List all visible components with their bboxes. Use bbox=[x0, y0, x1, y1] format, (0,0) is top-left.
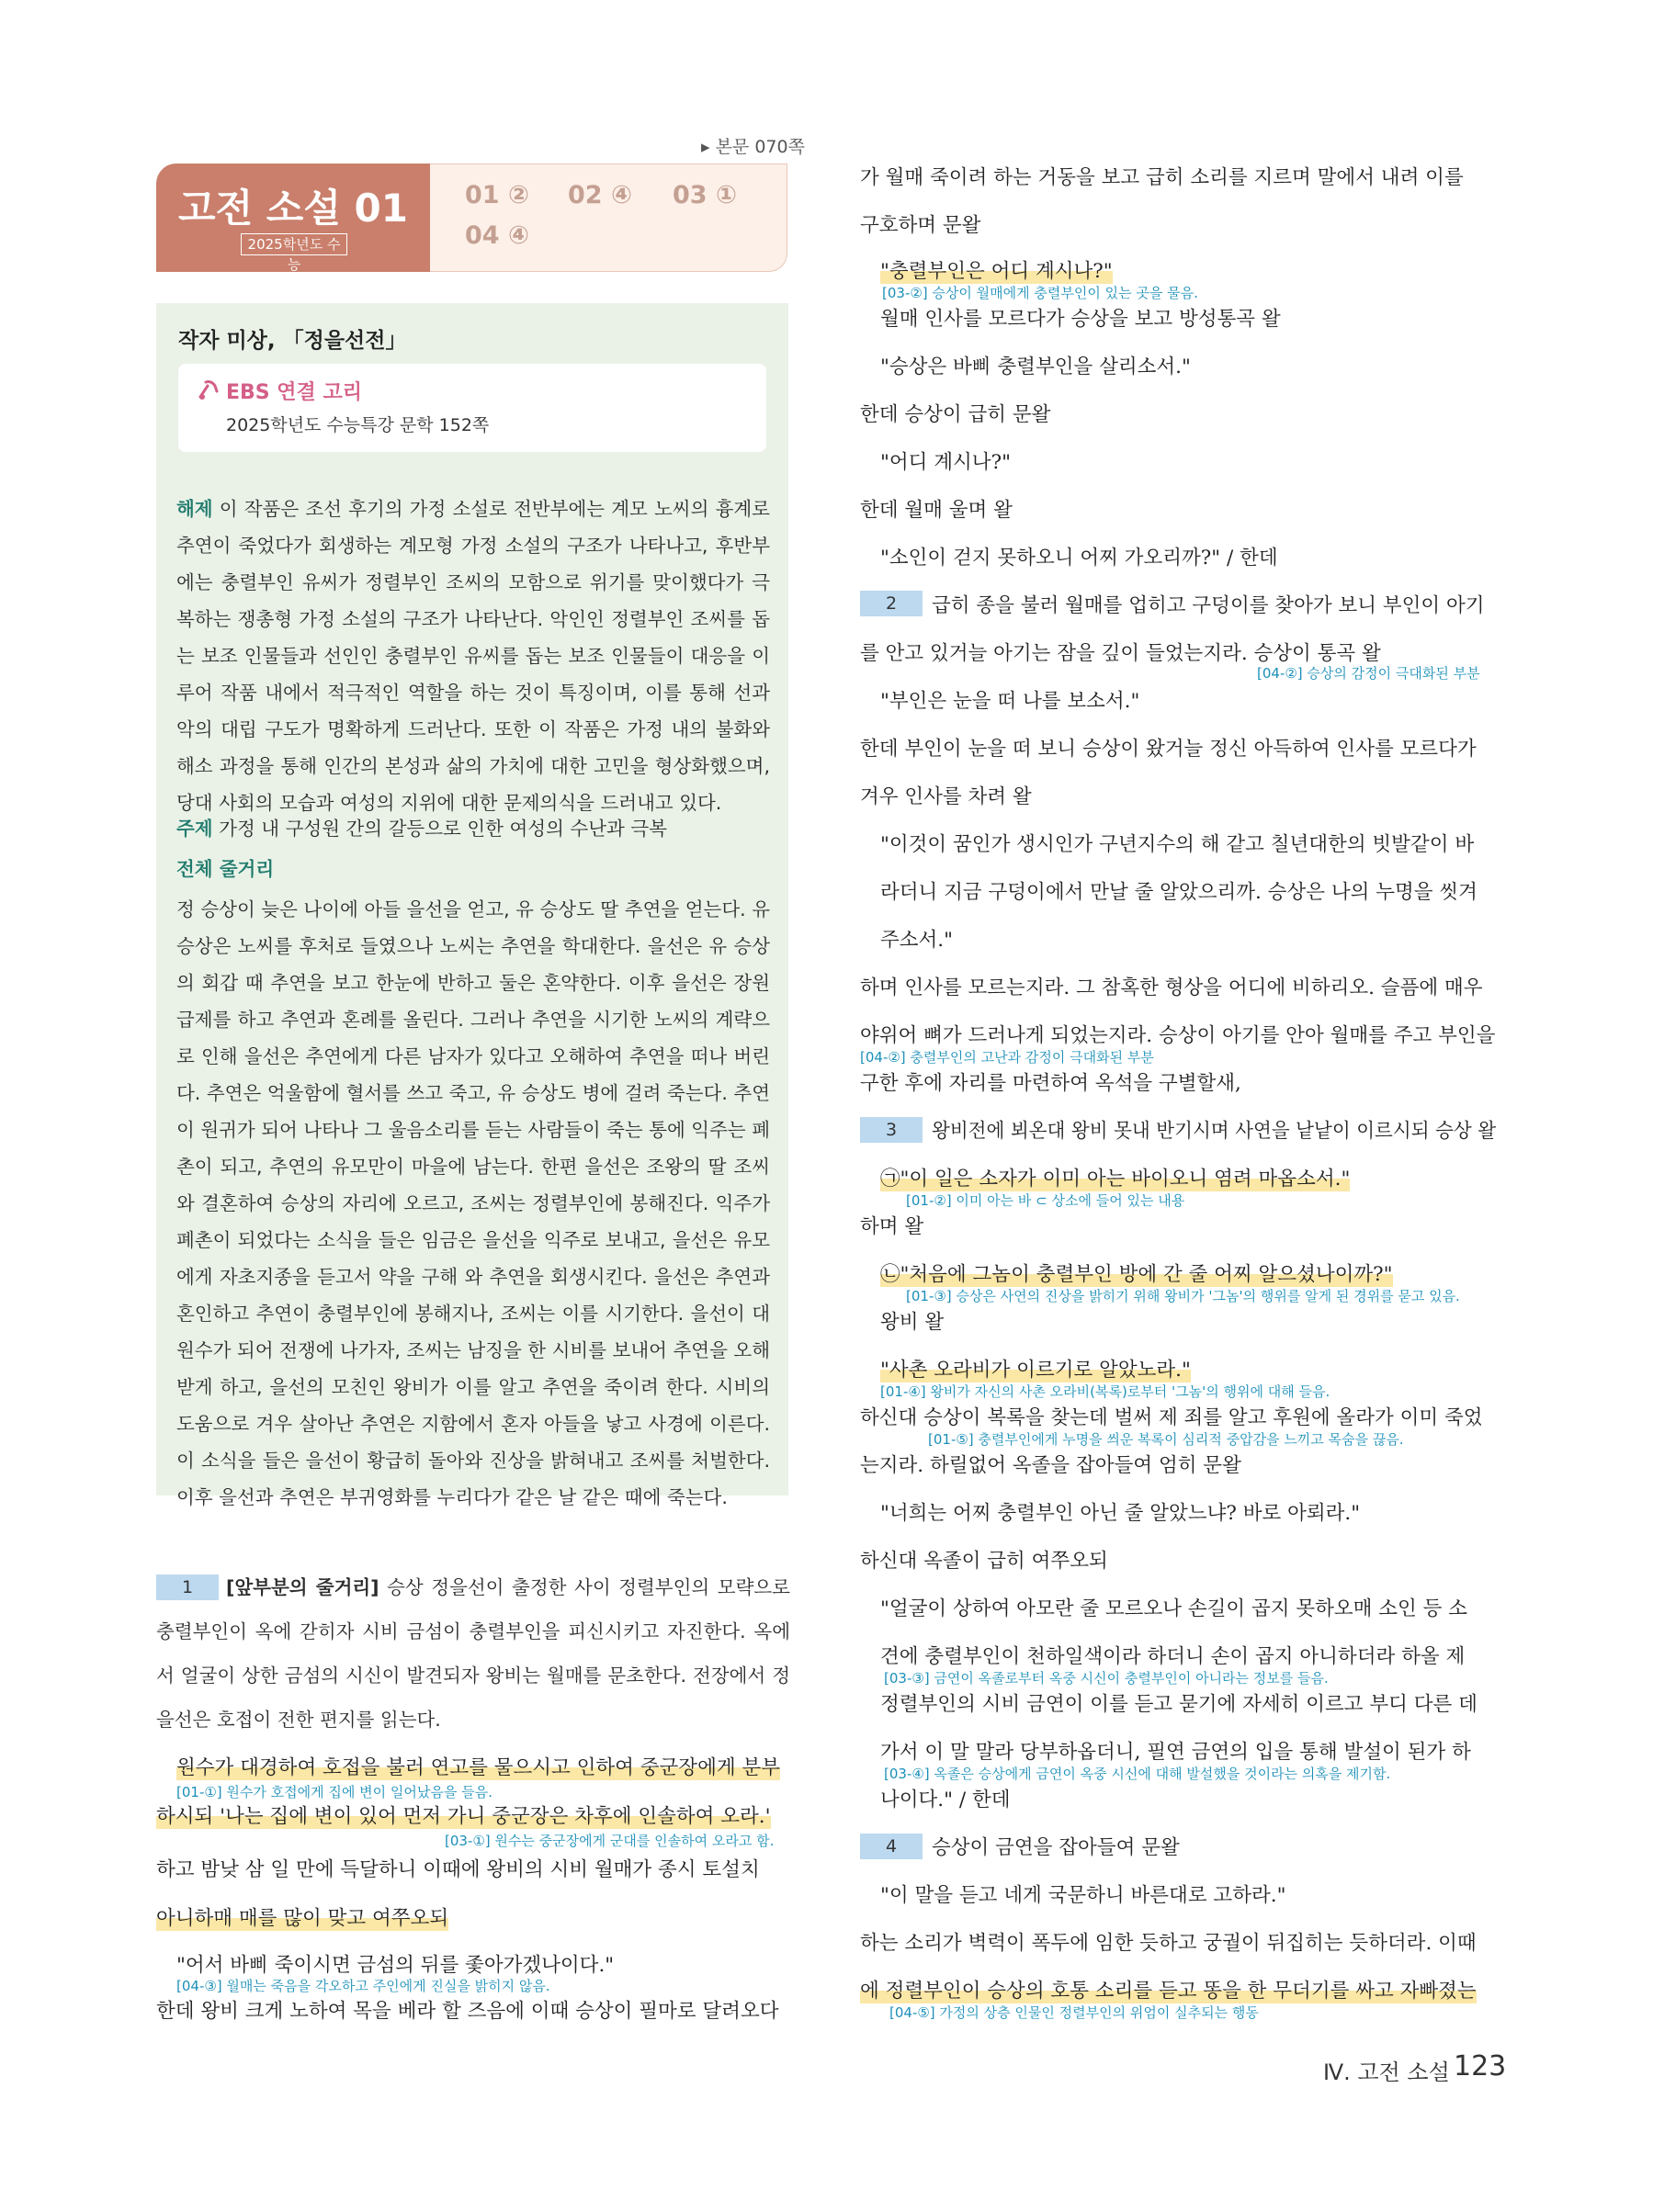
work-info-box bbox=[156, 303, 788, 1508]
passage-line: 왕비전에 뵈온대 왕비 못내 반기시며 사연을 낱낱이 이르시되 승상 왈 bbox=[932, 1120, 1497, 1143]
passage-line: "사촌 오라비가 이르기로 알았노라." bbox=[880, 1354, 1191, 1382]
passage-line: "너희는 어찌 충렬부인 아닌 줄 알았느냐? 바로 아뢰라." bbox=[880, 1502, 1361, 1525]
annotation-note: [04-⑤] 가정의 상층 인물인 정렬부인의 위엄이 실추되는 행동 bbox=[889, 2004, 1259, 2021]
section-footer: Ⅳ. 고전 소설 bbox=[1323, 2060, 1450, 2085]
intro-text: 승상 정을선이 출정한 사이 정렬부인의 모략으로 충렬부인이 옥에 갇히자 시비 금섬이 충렬부인을 피신시키고 자진한다. 옥에서 얼굴이 상한 금섬의 시신이 발견되자 왕비는 월매를 문초한다. 전장에서 정을선은 호접이 전한 편지를 읽는다. bbox=[156, 1576, 790, 1731]
section-header bbox=[156, 164, 788, 272]
passage-line: "어디 계시나?" bbox=[880, 451, 1011, 474]
annotation-note: [03-④] 옥졸은 승상에게 금연이 옥중 시신에 대해 발설했을 것이라는 의혹을 제기함. bbox=[884, 1766, 1391, 1782]
passage-line: 한데 월매 울며 왈 bbox=[860, 499, 1013, 522]
passage-line: "어서 바삐 죽이시면 금섬의 뒤를 좇아가겠나이다." bbox=[176, 1954, 615, 1977]
answer-4: 04 ④ bbox=[465, 221, 529, 250]
answer-key bbox=[430, 164, 787, 272]
passage-line: 하는 소리가 벽력이 폭두에 임한 듯하고 궁궐이 뒤집히는 듯하더라. 이때 bbox=[860, 1932, 1477, 1955]
passage-line: ㉡"처음에 그놈이 충렬부인 방에 간 줄 어찌 알으셨나이까?" bbox=[880, 1258, 1393, 1287]
intro-label: [앞부분의 줄거리] bbox=[226, 1576, 379, 1598]
passage-line: "얼굴이 상하여 아모란 줄 모르오나 손길이 곱지 못하오매 소인 등 소 bbox=[880, 1597, 1467, 1620]
passage-line: "충렬부인은 어디 계시나?" bbox=[880, 255, 1113, 284]
passage-line: "부인은 눈을 떠 나를 보소서." bbox=[880, 690, 1140, 713]
passage-number-1: 1 bbox=[156, 1574, 219, 1600]
annotation-note: [03-①] 원수는 중군장에게 군대를 인솔하여 오라고 함. bbox=[445, 1833, 775, 1849]
passage-line: 가서 이 말 말라 당부하옵더니, 필연 금연의 입을 통해 발설이 된가 하 bbox=[880, 1741, 1471, 1764]
passage-line: "이 말을 듣고 네게 국문하니 바른대로 고하라." bbox=[880, 1884, 1286, 1907]
juje-paragraph bbox=[176, 810, 770, 847]
page-reference: ▸ 본문 070쪽 bbox=[701, 137, 805, 157]
passage-line: 견에 충렬부인이 천하일색이라 하더니 손이 곱지 아니하더라 하올 제 bbox=[880, 1645, 1466, 1668]
annotation-note: [01-⑤] 충렬부인에게 누명을 씌운 복록이 심리적 중압감을 느끼고 목숨을 끊음. bbox=[928, 1431, 1404, 1448]
passage-number-2: 2 bbox=[860, 591, 923, 616]
passage-line: 구한 후에 자리를 마련하여 옥석을 구별할새, bbox=[860, 1072, 1241, 1095]
annotation-note: [03-②] 승상이 월매에게 충렬부인이 있는 곳을 물음. bbox=[882, 285, 1198, 301]
work-title: 작자 미상, 「정을선전」 bbox=[178, 329, 407, 353]
passage-line: "승상은 바삐 충렬부인을 살리소서." bbox=[880, 356, 1191, 378]
passage-line: 월매 인사를 모르다가 승상을 보고 방성통곡 왈 bbox=[880, 308, 1281, 331]
passage-line: 는지라. 하릴없어 옥졸을 잡아들여 엄히 문왈 bbox=[860, 1454, 1241, 1477]
passage-line: 하신대 옥졸이 급히 여쭈오되 bbox=[860, 1550, 1108, 1573]
haeje-text: 이 작품은 조선 후기의 가정 소설로 전반부에는 계모 노씨의 흉계로 추연이 죽었다가 회생하는 계모형 가정 소설의 구조가 나타나고, 후반부에는 충렬부인 유씨가 정렬부인 조씨의 모함으로 위기를 맞이했다가 극복하는 쟁총형 가정 소설의 구조가 나타난다. 악인인 정렬부인 조씨를 돕는 보조 인물들과 선인인 충렬부인 유씨를 돕는 보조 인물들이 대응을 이루어 작품 내에서 적극적인 역할을 하는 것이 특징이며, 이를 통해 선과 악의 대립 구도가 명확하게 드러난다. 또한 이 작품은 가정 내의 불화와 해소 과정을 통해 인간의 본성과 삶의 가치에 대한 고민을 형상화했으며, 당대 사회의 모습과 여성의 지위에 대한 문제의식을 드러내고 있다. bbox=[176, 498, 770, 814]
page-number: 123 bbox=[1454, 2050, 1507, 2082]
passage-line: 에 정렬부인이 승상의 호통 소리를 듣고 똥을 한 무더기를 싸고 자빠졌는 bbox=[860, 1975, 1477, 2003]
passage-line: 한데 승상이 급히 문왈 bbox=[860, 403, 1051, 426]
passage-line: 원수가 대경하여 호접을 불러 연고를 물으시고 인하여 중군장에게 분부 bbox=[176, 1752, 780, 1780]
ebs-title: EBS 연결 고리 bbox=[226, 381, 362, 404]
annotation-note: [01-②] 이미 아는 바 ⊂ 상소에 들어 있는 내용 bbox=[906, 1192, 1185, 1209]
passage-line: 라더니 지금 구덩이에서 만날 줄 알았으리까. 승상은 나의 누명을 씻겨 bbox=[880, 881, 1478, 904]
juje-text: 가정 내 구성원 간의 갈등으로 인한 여성의 수난과 극복 bbox=[219, 818, 667, 840]
passage-line: 아니하매 매를 많이 맞고 여쭈오되 bbox=[156, 1902, 448, 1931]
passage-line: 나이다." / 한데 bbox=[880, 1789, 1011, 1811]
answer-2: 02 ④ bbox=[568, 181, 632, 209]
passage-line: 주소서." bbox=[880, 929, 954, 952]
passage-line: 겨우 인사를 차려 왈 bbox=[860, 785, 1032, 808]
passage-line: 야위어 뼈가 드러나게 되었는지라. 승상이 아기를 안아 월매를 주고 부인을 bbox=[860, 1024, 1496, 1047]
passage-line: 한데 부인이 눈을 떠 보니 승상이 왔거늘 정신 아득하여 인사를 모르다가 bbox=[860, 738, 1477, 761]
haeje-paragraph bbox=[176, 491, 770, 821]
passage-line: 를 안고 있거늘 아기는 잠을 깊이 들었는지라. 승상이 통곡 왈 bbox=[860, 642, 1381, 665]
annotation-note: [04-②] 승상의 감정이 극대화된 부분 bbox=[1257, 665, 1480, 682]
annotation-note: [03-③] 금연이 옥졸로부터 옥중 시신이 충렬부인이 아니라는 정보를 들음. bbox=[884, 1670, 1329, 1687]
answer-3: 03 ① bbox=[673, 181, 737, 209]
annotation-note: [01-①] 원수가 호접에게 집에 변이 일어났음을 들음. bbox=[176, 1784, 493, 1800]
juje-label: 주제 bbox=[176, 818, 213, 840]
exam-year-tag: 2025학년도 수능 bbox=[241, 233, 347, 255]
passage-line: 승상이 금연을 잡아들여 문왈 bbox=[932, 1836, 1180, 1859]
link-icon bbox=[197, 378, 221, 402]
annotation-note: [04-③] 월매는 죽음을 각오하고 주인에게 진실을 밝히지 않음. bbox=[176, 1978, 550, 1994]
section-title: 고전 소설 01 bbox=[178, 186, 408, 231]
passage-line: 구호하며 문왈 bbox=[860, 214, 981, 237]
passage-line: 하며 왈 bbox=[860, 1215, 924, 1238]
story-intro bbox=[156, 1565, 790, 1742]
ebs-link-box bbox=[178, 364, 766, 452]
passage-line: 하신대 승상이 복록을 찾는데 벌써 제 죄를 알고 후원에 올라가 이미 죽었 bbox=[860, 1406, 1483, 1429]
passage-line: 정렬부인의 시비 금연이 이를 듣고 묻기에 자세히 이르고 부디 다른 데 bbox=[880, 1693, 1478, 1716]
passage-line: ㉠"이 일은 소자가 이미 아는 바이오니 염려 마옵소서." bbox=[880, 1163, 1350, 1191]
header-title-block bbox=[156, 164, 430, 272]
summary-label: 전체 줄거리 bbox=[176, 858, 275, 880]
ebs-reference: 2025학년도 수능특강 문학 152쪽 bbox=[226, 415, 490, 435]
haeje-label: 해제 bbox=[176, 498, 213, 520]
passage-line: 급히 종을 불러 월매를 업히고 구덩이를 찾아가 보니 부인이 아기 bbox=[932, 594, 1485, 617]
passage-line: 하며 인사를 모르는지라. 그 참혹한 형상을 어디에 비하리오. 슬픔에 매우 bbox=[860, 976, 1483, 999]
annotation-note: [01-③] 승상은 사연의 진상을 밝히기 위해 왕비가 '그놈'의 행위를 알게 된 경위를 묻고 있음. bbox=[906, 1288, 1460, 1304]
passage-line: "소인이 걷지 못하오니 어찌 가오리까?" / 한데 bbox=[880, 547, 1278, 570]
passage-line: 하고 밤낮 삼 일 만에 득달하니 이때에 왕비의 시비 월매가 종시 토설치 bbox=[156, 1858, 760, 1881]
passage-line: 하시되 '나는 집에 변이 있어 먼저 가니 중군장은 차후에 인솔하여 오라.' bbox=[156, 1800, 771, 1829]
passage-line: 왕비 왈 bbox=[880, 1311, 945, 1334]
annotation-note: [04-②] 충렬부인의 고난과 감정이 극대화된 부분 bbox=[860, 1049, 1154, 1066]
answer-1: 01 ② bbox=[465, 181, 529, 209]
passage-line: "이것이 꿈인가 생시인가 구년지수의 해 같고 칠년대한의 빗발같이 바 bbox=[880, 833, 1475, 856]
passage-number-3: 3 bbox=[860, 1117, 923, 1143]
passage-number-4: 4 bbox=[860, 1834, 923, 1859]
passage-line: 한데 왕비 크게 노하여 목을 베라 할 즈음에 이때 승상이 필마로 달려오다 bbox=[156, 2000, 779, 2023]
passage-line: 가 월매 죽이려 하는 거동을 보고 급히 소리를 지르며 말에서 내려 이를 bbox=[860, 166, 1464, 189]
annotation-note: [01-④] 왕비가 자신의 사촌 오라비(복록)로부터 '그놈'의 행위에 대해 들음. bbox=[880, 1383, 1330, 1400]
summary-text: 정 승상이 늦은 나이에 아들 을선을 얻고, 유 승상도 딸 추연을 얻는다. 유 승상은 노씨를 후처로 들였으나 노씨는 추연을 학대한다. 을선은 유 승상의 회갑 때 추연을 보고 한눈에 반하고 둘은 혼약한다. 이후 을선은 장원 급제를 하고 추연과 혼례를 올린다. 그러나 추연을 시기한 노씨의 계략으로 인해 을선은 추연에게 다른 남자가 있다고 오해하여 추연을 떠나 버린다. 추연은 억울함에 혈서를 쓰고 죽고, 유 승상도 병에 걸려 죽는다. 추연이 원귀가 되어 나타나 그 울음소리를 듣는 사람들이 죽는 통에 익주는 폐촌이 되고, 추연의 유모만이 마을에 남는다. 한편 을선은 조왕의 딸 조씨와 결혼하여 승상의 자리에 오르고, 조씨는 정렬부인에 봉해진다. 익주가 폐촌이 되었다는 소식을 들은 임금은 을선을 익주로 보내고, 을선은 유모에게 자초지종을 듣고서 약을 구해 와 추연을 회생시킨다. 을선은 추연과 혼인하고 추연이 충렬부인에 봉해지나, 조씨는 이를 시기한다. 을선이 대원수가 되어 전쟁에 나가자, 조씨는 남징을 한 시비를 보내어 추연을 오해받게 하고, 을선의 모친인 왕비가 이를 알고 추연을 죽이려 한다. 시비의 도움으로 겨우 살아난 추연은 지함에서 혼자 아들을 낳고 사경에 이른다. 이 소식을 들은 을선이 황급히 돌아와 진상을 밝혀내고 조씨를 처벌한다. 이후 을선과 추연은 부귀영화를 누리다가 같은 날 같은 때에 죽는다. bbox=[176, 898, 770, 1508]
